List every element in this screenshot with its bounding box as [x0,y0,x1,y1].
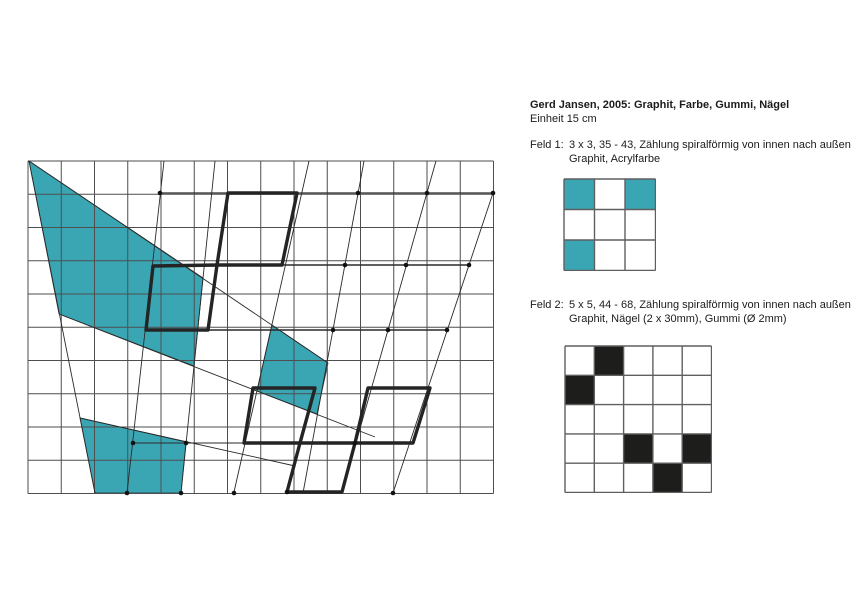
feld2-description [569,299,857,326]
caption-block [530,99,850,126]
legend-grid-lines [565,346,712,493]
legend-filled-cells [564,179,656,271]
feld2-label: Feld 2: [530,299,564,311]
feld2-caption [530,299,857,326]
artwork-unit: Einheit 15 cm [530,112,597,125]
feld1-legend-grid [563,178,656,271]
feld1-description [569,139,857,166]
feld2-line2: Graphit, Nägel (2 x 30mm), Gummi (Ø 2mm) [569,312,787,325]
artwork-title: Gerd Jansen, 2005: Graphit, Farbe, Gummi, Nägel [530,99,790,111]
legend-filled-cells [565,346,712,493]
feld1-label: Feld 1: [530,139,564,151]
feld1-caption [530,139,857,166]
feld2-line1: 5 x 5, 44 - 68, Zählung spiralförmig von innen nach außen [569,299,851,311]
feld1-line1: 3 x 3, 35 - 43, Zählung spiralförmig von innen nach außen [569,139,851,151]
feld2-legend-grid [564,345,712,493]
feld1-line2: Graphit, Acrylfarbe [569,152,661,165]
